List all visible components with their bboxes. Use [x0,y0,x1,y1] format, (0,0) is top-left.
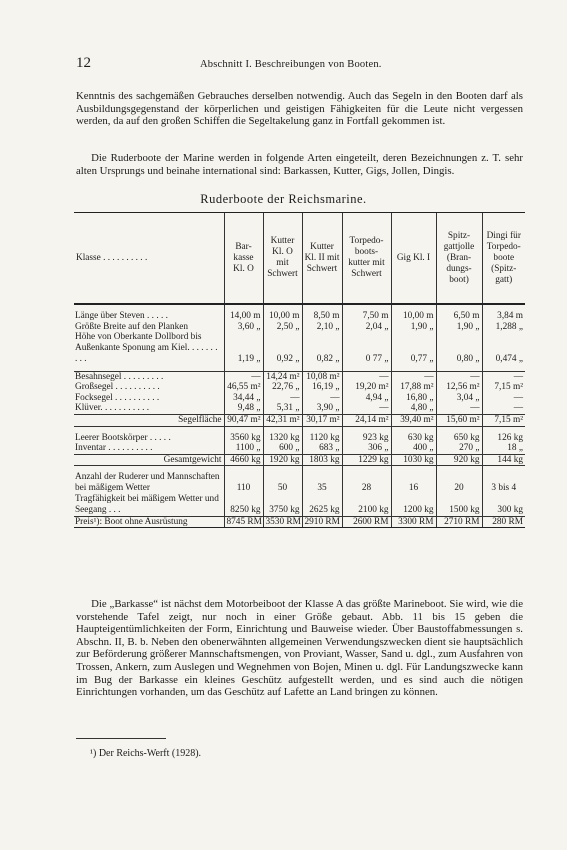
table-row [74,393,525,404]
table-cell: 2,04 „ [342,322,391,333]
spacer-cell [482,304,525,311]
table-cell: 0,82 „ [302,332,342,364]
table-cell: 7,15 m² [482,382,525,393]
row-label: Tragfähigkeit bei mäßigem Wetter und Seegang . . . [75,493,219,515]
table-cell: 3 bis 4 [482,472,525,494]
table-cell: 683 „ [302,443,342,454]
page-number: 12 [76,55,91,71]
table-cell: 600 „ [263,443,302,454]
table-cell: — [482,403,525,414]
table-cell: 10,00 m [263,311,302,322]
row-label: Segelfläche [74,414,224,426]
header-cell: Spitz-gattjolle (Bran-dungs-boot) [436,213,482,305]
spacer-cell [74,304,224,311]
table-row [74,516,525,528]
row-label: Inventar . . . . . . . . . . [75,443,153,454]
table-cell: — [224,371,263,382]
table-cell: 6,50 m [436,311,482,322]
header-cell: Bar-kasse Kl. O [224,213,263,305]
table-cell: 1200 kg [391,494,436,516]
table-row [74,332,525,364]
table-cell: 4,94 „ [342,393,391,404]
table-cell: 12,56 m² [436,382,482,393]
table-cell: 15,60 m² [436,414,482,426]
table-row [74,494,525,516]
table-cell: 7,15 m² [482,414,525,426]
table-cell: 4660 kg [224,454,263,466]
table-cell: 1120 kg [302,433,342,444]
table-cell: 2625 kg [302,494,342,516]
table-cell: 1,90 „ [436,322,482,333]
table-cell: 3530 RM [263,516,302,528]
table-row [74,433,525,444]
table-cell: 14,24 m² [263,371,302,382]
table-cell: 306 „ [342,443,391,454]
row-label: Länge über Steven . . . . . [75,311,168,321]
table-cell: 1100 „ [224,443,263,454]
row-label: Anzahl der Ruderer und Mannschaften bei mäßigem Wetter [75,472,220,494]
header-cell: Klasse . . . . . . . . . . [74,213,224,305]
spacer-cell [436,304,482,311]
spacer-cell [302,304,342,311]
row-label: Klüver. . . . . . . . . . . [75,403,150,414]
row-label: Besahnsegel . . . . . . . . . [74,371,224,382]
table-cell: 144 kg [482,454,525,466]
table-cell: 3300 RM [391,516,436,528]
row-label: Gesamtgewicht [74,454,224,466]
table-row [74,403,525,414]
table-row [74,311,525,322]
table-cell: 923 kg [342,433,391,444]
spacer-cell [224,304,263,311]
row-label: Leerer Bootskörper . . . . . [75,432,171,443]
table-cell: 18 „ [482,443,525,454]
table-row [74,443,525,454]
table-cell: 2100 kg [342,494,391,516]
table-row [74,371,525,382]
table-cell: 2600 RM [342,516,391,528]
table-cell: 1,19 „ [224,332,263,364]
row-label: Größte Breite auf den Planken [75,321,189,332]
table-cell: 34,44 „ [224,393,263,404]
table-cell: 8,50 m [302,311,342,322]
table-cell: 1,288 „ [482,322,525,333]
table-cell: 2,50 „ [263,322,302,333]
table-cell: 17,88 m² [391,382,436,393]
row-label: Focksegel . . . . . . . . . . [75,392,160,403]
row-label: Höhe von Oberkante Dollbord bis Außenkante Sponung am Kiel. . . . . . . . . . [75,332,218,364]
table-cell: — [263,393,302,404]
table-cell: 300 kg [482,494,525,516]
table-cell: 1,90 „ [391,322,436,333]
table-cell: 24,14 m² [342,414,391,426]
table-cell: 9,48 „ [224,403,263,414]
table-cell: 1500 kg [436,494,482,516]
table-cell: 10,00 m [391,311,436,322]
spacer-row [74,304,525,311]
table-row [74,472,525,494]
table-cell: 14,00 m [224,311,263,322]
running-head: Abschnitt I. Beschreibungen von Booten. [200,59,382,70]
paragraph-2: Die Ruderboote der Marine werden in folgende Arten eingeteilt, deren Bezeichnungen z. T. sehr alten Ursprungs und beinahe international sind: Barkassen, Kutter, Gigs, Jollen, Dingis. [76,152,523,177]
table-cell: — [482,371,525,382]
table-cell: 0,80 „ [436,332,482,364]
table-cell: 0 77 „ [342,332,391,364]
table-cell: 7,50 m [342,311,391,322]
table-cell: — [436,371,482,382]
table-cell: 5,31 „ [263,403,302,414]
header-cell: Kutter Kl. O mit Schwert [263,213,302,305]
header-cell: Gig Kl. I [391,213,436,305]
table-cell: — [302,393,342,404]
table-row [74,322,525,333]
table-cell: 920 kg [436,454,482,466]
table-cell: 630 kg [391,433,436,444]
table-cell: 4,80 „ [391,403,436,414]
table-cell: 2710 RM [436,516,482,528]
table-cell: 22,76 „ [263,382,302,393]
table-cell: 0,474 „ [482,332,525,364]
table-cell: 2910 RM [302,516,342,528]
table-cell: 35 [302,472,342,494]
header-cell: Kutter Kl. II mit Schwert [302,213,342,305]
paragraph-1: Kenntnis des sachgemäßen Gebrauches derselben notwendig. Auch das Segeln in den Booten darf als Ausbildungsgegenstand der körperlichen und geistigen Fähigkeiten für die Leute nicht vergessen werden, da auf den großen Schiffen die Segeltakelung ganz in Fortfall gekommen ist. [76,90,523,128]
row-label: Preis¹): Boot ohne Ausrüstung [74,516,224,528]
table-cell: 3,84 m [482,311,525,322]
spacer-cell [263,304,302,311]
table-cell: 10,08 m² [302,371,342,382]
table-cell: 1803 kg [302,454,342,466]
table-cell: 110 [224,472,263,494]
table-cell: 16,80 „ [391,393,436,404]
table-cell: — [391,371,436,382]
table-row [74,382,525,393]
spacer-cell [342,304,391,311]
table-cell: 280 RM [482,516,525,528]
table-row [74,414,525,426]
table-cell: 39,40 m² [391,414,436,426]
table-cell: 16,19 „ [302,382,342,393]
table-cell: — [482,393,525,404]
table-title: Ruderboote der Reichsmarine. [200,192,367,206]
table-cell: 3,04 „ [436,393,482,404]
table-cell: 1030 kg [391,454,436,466]
table-cell: 30,17 m² [302,414,342,426]
table-cell: 126 kg [482,433,525,444]
table-cell: 8250 kg [224,494,263,516]
paragraph-3: Die „Barkasse“ ist nächst dem Motorbeiboot der Klasse A das größte Marineboot. Sie wird, wie die vorstehende Tafel zeigt, nur noch in einer Größe gebaut. Abb. 11 bis 15 geben die Haupteigentümlichkeiten der Form, Einrichtung und Bauweise wieder. Über Baustoffabmessungen s. Abschn. II, B. b. Neben den obenerwähnten allgemeinen Verwendungszwecken dient sie hauptsächlich zur Beförderung größerer Mannschaftsmengen, von Proviant, Wasser, Sand u. dgl., zum Ausfahren von Trossen, Ankern, zum Auslegen und Wegnehmen von Bojen, Minen u. dgl. Für Landungszwecke kann im Bug der Barkasse ein kleines Geschütz aufgestellt werden, und es sind auch die nötigen Einrichtungen vorhanden, um das Geschütz auf Lafette an Land bringen zu können. [76,598,523,699]
table-cell: 3,60 „ [224,322,263,333]
table-cell: 28 [342,472,391,494]
table-cell: 3,90 „ [302,403,342,414]
table-cell: 42,31 m² [263,414,302,426]
table-cell: 1320 kg [263,433,302,444]
table-cell: 16 [391,472,436,494]
table-cell: 2,10 „ [302,322,342,333]
table-cell: 400 „ [391,443,436,454]
spacer-cell [391,304,436,311]
table-cell: 270 „ [436,443,482,454]
table-cell: 0,92 „ [263,332,302,364]
boat-table [74,212,525,528]
table-cell: 50 [263,472,302,494]
table-cell: — [436,403,482,414]
table-cell: 8745 RM [224,516,263,528]
row-label: Großsegel . . . . . . . . . . [75,382,160,393]
table-cell: 1920 kg [263,454,302,466]
table-cell: 1229 kg [342,454,391,466]
table-row [74,454,525,466]
table-cell: — [342,371,391,382]
footnote: ¹) Der Reichs-Werft (1928). [90,748,202,759]
table-header-row [74,213,525,305]
table-cell: 46,55 m² [224,382,263,393]
table-cell: 3560 kg [224,433,263,444]
table-cell: 90,47 m² [224,414,263,426]
table-cell: 19,20 m² [342,382,391,393]
header-cell: Torpedo-boots-kutter mit Schwert [342,213,391,305]
footnote-rule [76,738,166,739]
header-cell: Dingi für Torpedo-boote (Spitz-gatt) [482,213,525,305]
table-cell: 20 [436,472,482,494]
table-cell: 3750 kg [263,494,302,516]
table-cell: — [342,403,391,414]
table-cell: 650 kg [436,433,482,444]
table-cell: 0,77 „ [391,332,436,364]
